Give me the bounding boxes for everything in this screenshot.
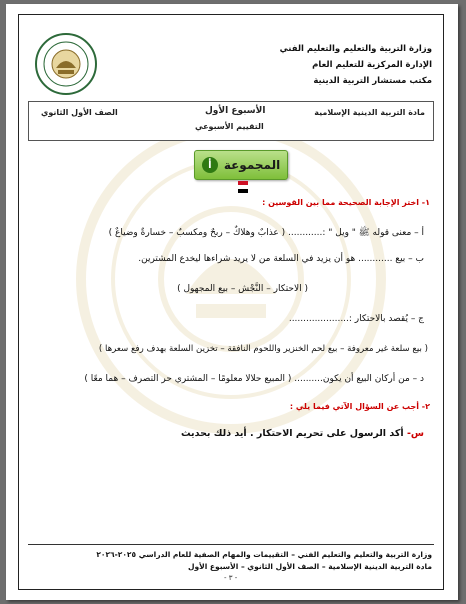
evaluation-title: التقييم الأسبوعي xyxy=(195,122,264,131)
question-1a: أ – معنى قوله ﷺ " ويل " :............ ( عذابٌ وهلاكٌ – ربحٌ ومكسبٌ – خسارةٌ وضياعٌ ) xyxy=(108,228,424,238)
question-2-title: ٢- أجب عن السؤال الآتي فيما يلي : xyxy=(289,402,430,411)
footer-line-2: مادة التربية الدينية الإسلامية – الصف الأول الثانوي – الأسبوع الأول xyxy=(187,562,432,571)
grade-label: الصف الأول الثانوي xyxy=(41,108,118,117)
info-box xyxy=(28,101,434,141)
page-number: - ٣ - xyxy=(224,574,238,582)
header-central-admin: الإدارة المركزية للتعليم العام xyxy=(312,60,432,70)
document-page xyxy=(6,4,458,600)
question-1c-options: ( بيع سلعة غير معروفة – بيع لحم الخنزير واللحوم النافقة – تخزين السلعة بهدف رفع سعرها ) xyxy=(98,344,428,354)
footer-line-1: وزارة التربية والتعليم والتعليم الفني – التقييمات والمهام الصفية للعام الدراسي ٢٠٢٥-٢٠٢٦ xyxy=(96,550,432,559)
ministry-logo xyxy=(34,32,98,96)
question-2-body xyxy=(181,428,424,439)
question-1-title: ١- اختر الإجابة الصحيحة مما بين القوسين : xyxy=(262,198,430,207)
question-1c: ج – يُقصد بالاحتكار :..................... xyxy=(288,314,424,324)
group-label: المجموعة xyxy=(223,158,281,172)
header-office: مكتب مستشار التربية الدينية xyxy=(313,76,432,86)
subject-label: مادة التربية الدينية الإسلامية xyxy=(314,108,425,117)
week-label: الأسبوع الأول xyxy=(205,106,266,116)
group-letter-badge: أ xyxy=(202,157,218,173)
footer-divider xyxy=(28,544,434,545)
question-1b-options: ( الاحتكار – النَّجْش – بيع المجهول ) xyxy=(177,284,308,294)
question-1d: د – من أركان البيع أن يكون.......... ( المبيع حلالا معلومًا – المشتري حر التصرف – هما معًا ) xyxy=(84,374,424,384)
header-ministry: وزارة التربية والتعليم والتعليم الفني xyxy=(279,44,432,54)
question-1b: ب – بيع ............ هو أن يزيد في السلعة من لا يريد شراءها ليخدع المشترين. xyxy=(138,254,424,264)
question-2-text: أكد الرسول على تحريم الاحتكار . أيد ذلك بحديث xyxy=(180,428,404,439)
egypt-flag-icon xyxy=(238,181,248,193)
group-a-label xyxy=(194,150,288,180)
question-2-prefix: س- xyxy=(406,428,424,439)
